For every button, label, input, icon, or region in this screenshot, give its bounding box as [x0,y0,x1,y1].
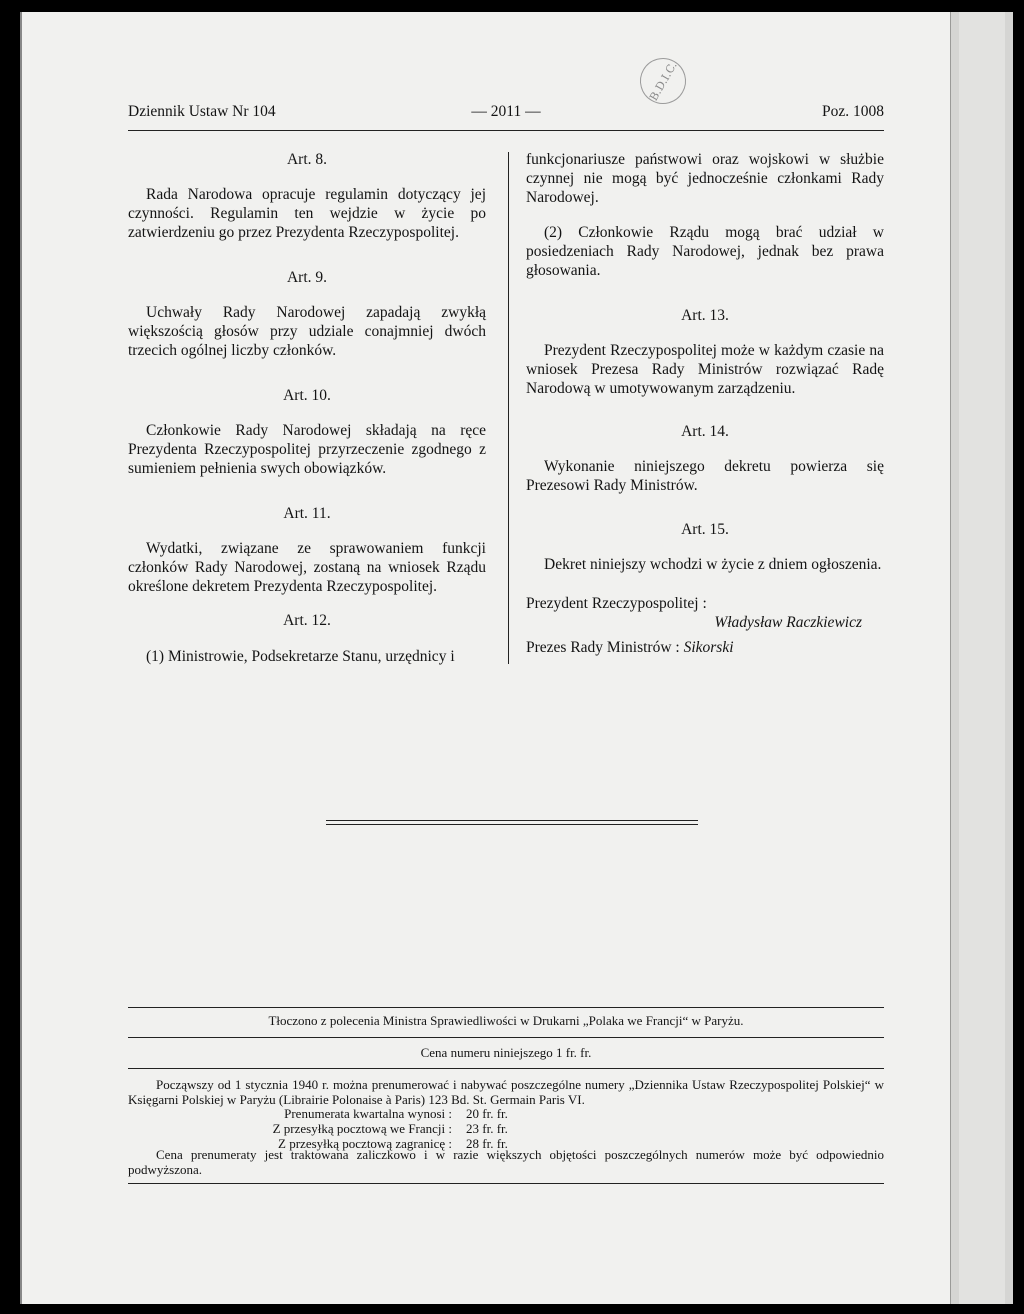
article-heading: Art. 15. [681,521,729,538]
journal-title: Dziennik Ustaw Nr 104 [128,103,276,120]
article-heading: Art. 10. [283,387,331,404]
subscription-note: Cena prenumeraty jest traktowana zaliczkowo i w razie większych objętości poszczególnych numerów może być odpowiednio podwyższona. [128,1147,884,1177]
article-heading: Art. 14. [681,423,729,440]
article-heading: Art. 8. [286,151,328,168]
printer-note: Tłoczono z polecenia Ministra Sprawiedliwości w Drukarni „Polaka we Francji“ w Paryżu. [268,1013,744,1028]
article-paragraph: Dekret niniejszy wchodzi w życie z dniem ogłoszenia. [544,556,882,573]
subscription-info: Począwszy od 1 stycznia 1940 r. można prenumerować i nabywać poszczególne numery „Dziennika Ustaw Rzeczypospolitej Polskiej“ w Księgarni Polskiej w Paryżu (Librairie Polonaise à Paris) 123 Bd. St. Germain Paris VI. [128,1077,884,1107]
rate-row [128,1106,884,1121]
article-heading: Art. 9. [286,269,328,286]
article-paragraph: funkcjonariusze państwowi oraz wojskowi w służbie czynnej nie mogą być jednocześnie członkami Rady Narodowej. [526,151,884,206]
article-heading: Art. 12. [283,612,331,629]
section-rule-double [326,824,698,825]
article-paragraph: Wydatki, związane ze sprawowaniem funkcji członków Rady Narodowej, zostaną na wniosek Rządu określone dekretem Prezydenta Rzeczypospolitej. [128,540,486,595]
prime-minister-title: Prezes Rady Ministrów : [526,639,680,656]
left-column [128,150,486,666]
rate-value: 23 fr. fr. [466,1121,508,1136]
prime-minister-line [526,638,884,657]
president-title: Prezydent Rzeczypospolitej : [526,595,707,612]
section-rule [326,820,698,821]
footer-rule [128,1068,884,1069]
article-paragraph: Członkowie Rady Narodowej składają na ręce Prezydenta Rzeczypospolitej przyrzeczenie zgodnego z sumieniem pełnienia swych obowiązków. [128,422,486,477]
rate-row [128,1121,884,1136]
prime-minister-signature: Sikorski [683,639,734,656]
article-paragraph: Uchwały Rady Narodowej zapadają zwykłą większością głosów przy udziale conajmniej dwóch trzecich ogólnej liczby członków. [128,304,486,359]
rate-value: 28 fr. fr. [466,1136,508,1151]
article-paragraph: Wykonanie niniejszego dekretu powierza się Prezesowi Rady Ministrów. [526,458,884,494]
footer-rule [128,1037,884,1038]
president-signature: Władysław Raczkiewicz [714,614,862,631]
issue-price: Cena numeru niniejszego 1 fr. fr. [420,1045,592,1060]
article-paragraph: (1) Ministrowie, Podsekretarze Stanu, urzędnicy i [146,648,455,665]
article-paragraph: (2) Członkowie Rządu mogą brać udział w posiedzeniach Rady Narodowej, jednak bez prawa głosowania. [526,224,884,279]
binding-edge [950,12,1013,1304]
article-paragraph: Prezydent Rzeczypospolitej może w każdym czasie na wniosek Prezesa Rady Ministrów rozwiązać Radę Narodową w umotywowanym zarządzeniu. [526,342,884,397]
column-divider [508,152,509,664]
page-number: — 2011 — [471,103,541,120]
header-rule [128,130,884,131]
rate-label: Z przesyłką pocztową we Francji : [272,1121,452,1136]
rate-label: Z przesyłką pocztową zagranicę : [278,1136,452,1151]
article-paragraph: Rada Narodowa opracuje regulamin dotyczący jej czynności. Regulamin ten wejdzie w życie po zatwierdzeniu go przez Prezydenta Rzeczypospolitej. [128,186,486,241]
article-heading: Art. 13. [681,307,729,324]
page-header [128,103,884,127]
footer-rule [128,1183,884,1184]
footer-rule [128,1007,884,1008]
article-heading: Art. 11. [283,505,331,522]
position-number: Poz. 1008 [822,103,884,120]
library-stamp: B.D.I.C. [632,50,695,113]
right-column [526,150,884,657]
rate-value: 20 fr. fr. [466,1106,508,1121]
rate-label: Prenumerata kwartalna wynosi : [284,1106,452,1121]
subscription-rates [128,1106,884,1151]
